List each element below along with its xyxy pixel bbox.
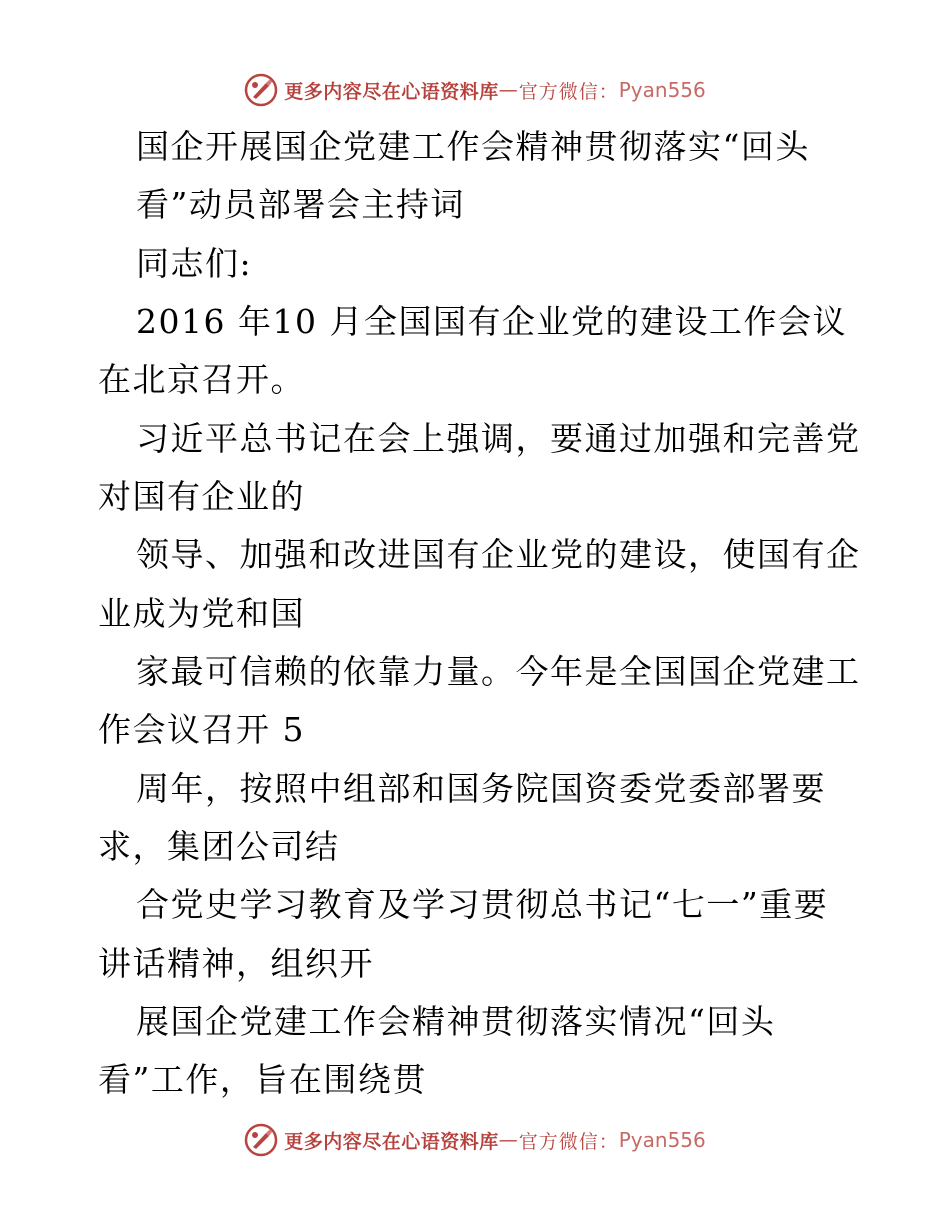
watermark-dash: — bbox=[498, 1129, 519, 1151]
body-line: 周年，按照中组部和国务院国资委党委部署要 bbox=[136, 769, 826, 808]
watermark-label: 官方微信： bbox=[518, 1130, 619, 1153]
title-line-2: 看”动员部署会主持词 bbox=[136, 185, 465, 224]
watermark-id: Pyan556 bbox=[618, 1128, 706, 1152]
body-line: 求，集团公司结 bbox=[98, 827, 340, 866]
logo-icon bbox=[244, 1123, 278, 1157]
watermark-dash: — bbox=[498, 79, 519, 101]
body-line: 对国有企业的 bbox=[98, 477, 305, 516]
body-line: 家最可信赖的依靠力量。今年是全国国企党建工 bbox=[136, 652, 861, 691]
body-line: 领导、加强和改进国有企业党的建设，使国有企 bbox=[136, 535, 861, 574]
body-line: 2016 年10 月全国国有企业党的建设工作会议 bbox=[136, 302, 847, 341]
watermark-footer bbox=[0, 1120, 950, 1160]
watermark-id: Pyan556 bbox=[618, 78, 706, 102]
body-line: 合党史学习教育及学习贯彻总书记“七一”重要 bbox=[136, 885, 829, 924]
body-line: 业成为党和国 bbox=[98, 594, 305, 633]
body-line: 展国企党建工作会精神贯彻落实情况“回头 bbox=[136, 1002, 776, 1041]
body-line: 讲话精神，组织开 bbox=[98, 944, 374, 983]
watermark-main: 更多内容尽在心语资料库 bbox=[284, 80, 499, 103]
watermark-label: 官方微信： bbox=[518, 80, 619, 103]
body-line: 作会议召开 5 bbox=[98, 710, 305, 749]
title-line-1: 国企开展国企党建工作会精神贯彻落实“回头 bbox=[136, 127, 810, 166]
salutation: 同志们: bbox=[136, 244, 253, 283]
body-line: 习近平总书记在会上强调，要通过加强和完善党 bbox=[136, 419, 861, 458]
body-line: 看”工作，旨在围绕贯 bbox=[98, 1060, 427, 1099]
body-line: 在北京召开。 bbox=[98, 360, 305, 399]
watermark-main: 更多内容尽在心语资料库 bbox=[284, 1130, 499, 1153]
